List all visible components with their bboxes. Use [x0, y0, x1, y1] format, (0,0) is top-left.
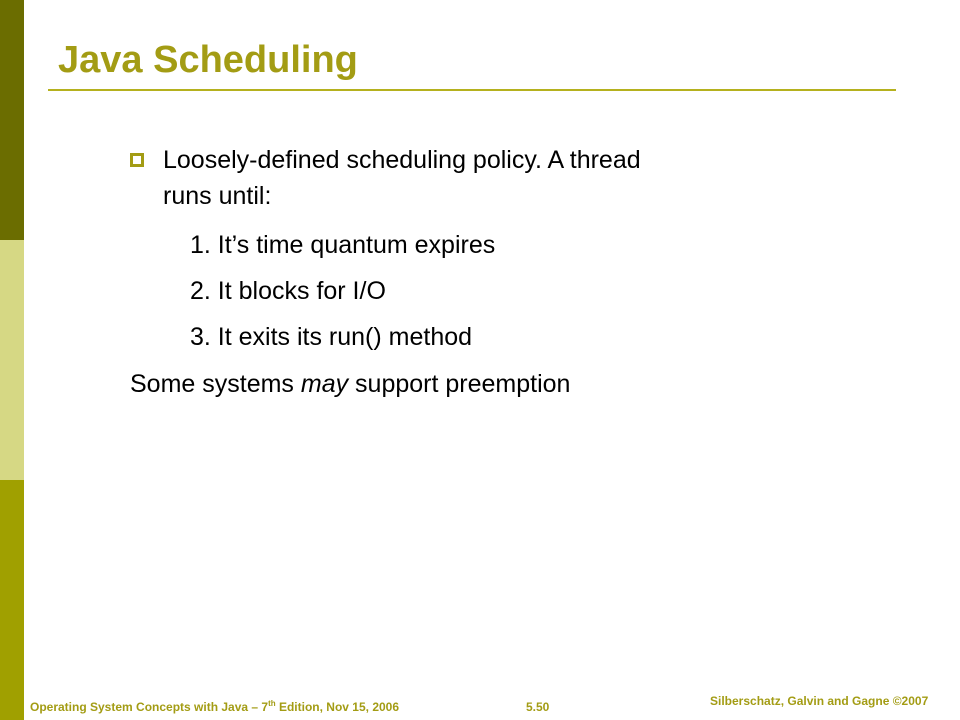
square-bullet-icon — [130, 153, 144, 167]
list-item-3: 3. It exits its run() method — [190, 323, 473, 351]
bullet-text-line-2: runs until: — [163, 182, 272, 210]
slide-title: Java Scheduling — [58, 39, 358, 81]
closing-statement — [130, 368, 570, 400]
footer-book-title — [30, 699, 399, 715]
closing-emphasis: may — [300, 370, 349, 398]
footer-book-title-main: Operating System Concepts with Java – 7 — [30, 700, 269, 714]
footer-authors: Silberschatz, Galvin and Gagne ©2007 — [710, 694, 929, 708]
title-underline — [48, 89, 896, 91]
list-item-2: 2. It blocks for I/O — [190, 277, 386, 305]
side-stripe-middle — [0, 240, 24, 480]
side-stripe-top — [0, 0, 24, 240]
side-stripe-bottom — [0, 480, 24, 720]
closing-text-end: support preemption — [348, 370, 571, 398]
footer-book-title-rest: Edition, Nov 15, 2006 — [275, 700, 400, 714]
closing-text-start: Some systems — [130, 370, 301, 398]
bullet-text-line-1: Loosely-defined scheduling policy. A thread — [163, 146, 641, 174]
footer-page-number: 5.50 — [526, 700, 550, 714]
footer-edition-suffix: th — [268, 699, 276, 708]
list-item-1: 1. It’s time quantum expires — [190, 231, 496, 259]
